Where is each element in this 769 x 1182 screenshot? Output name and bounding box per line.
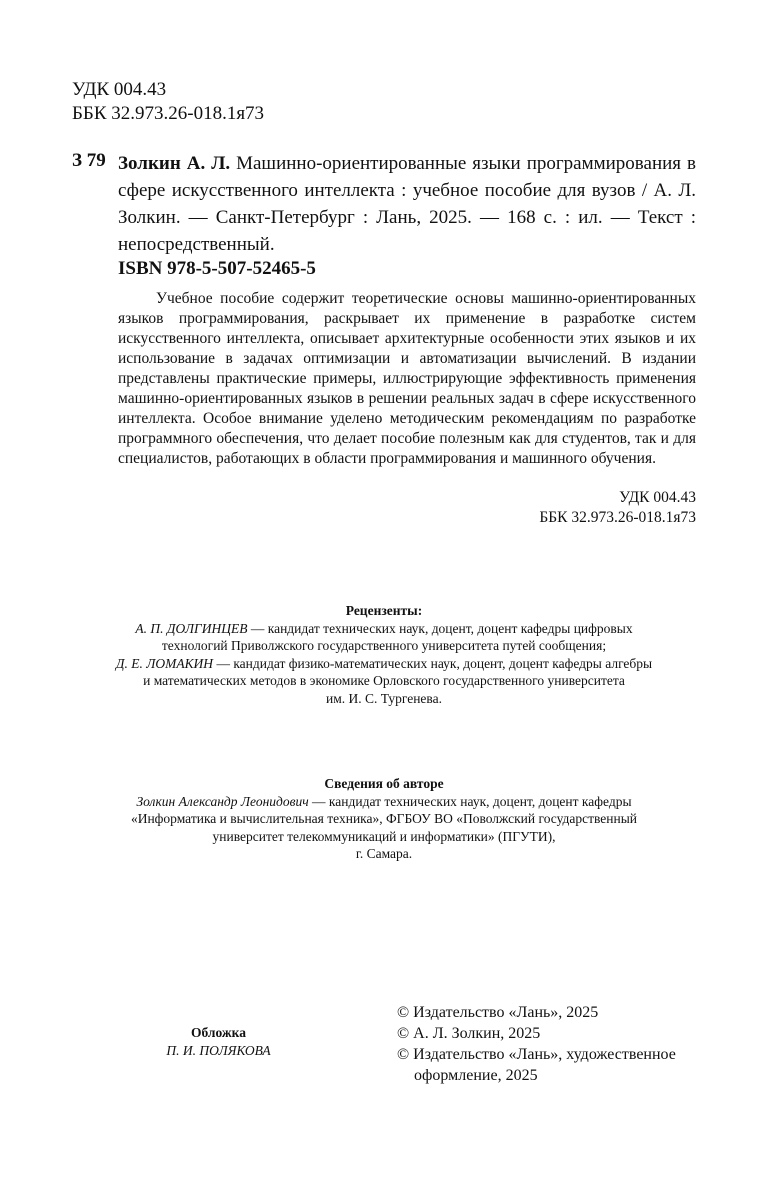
abstract: Учебное пособие содержит теоретические основы машинно-ориентированных языков программирования, раскрывает их применение в разработке систем искусственного интеллекта, описывает архитектурные особенности этих языков и их использование в задачах оптимизации и автоматизации вычислений. В издании представлены практические примеры, иллюстрирующие эффективность применения машинно-ориентированных языков в решении реальных задач в сфере искусственного интеллекта. Особое внимание уделено методическим рекомендациям по разработке программного обеспечения, что делает пособие полезным как для студентов, так и для специалистов, работающих в области программирования и машинного обучения. bbox=[118, 290, 696, 467]
bibliographic-record bbox=[118, 150, 696, 258]
reviewer-1-desc: — кандидат технических наук, доцент, доцент кафедры цифровых bbox=[247, 620, 633, 636]
reviewer-2-desc-3: им. И. С. Тургенева. bbox=[326, 690, 442, 706]
about-author-name: Золкин Александр Леонидович bbox=[136, 793, 309, 809]
reviewers-heading: Рецензенты: bbox=[345, 603, 423, 618]
copyright-line-1: © Издательство «Лань», 2025 bbox=[397, 1004, 599, 1021]
reviewer-2-desc: — кандидат физико-математических наук, доцент, доцент кафедры алгебры bbox=[213, 655, 653, 671]
copyright-line-3-cont: оформление, 2025 bbox=[414, 1067, 538, 1084]
author-code: З 79 bbox=[72, 150, 106, 171]
reviewer-2 bbox=[70, 655, 698, 673]
about-author-line-4: г. Самара. bbox=[355, 846, 413, 861]
copyright-block bbox=[397, 1002, 676, 1086]
author-name: Золкин А. Л. bbox=[118, 153, 231, 174]
reviewer-1 bbox=[70, 620, 698, 638]
classification-top bbox=[72, 78, 264, 126]
bbk-code-bottom: ББК 32.973.26-018.1я73 bbox=[539, 509, 696, 526]
cover-credit bbox=[150, 1024, 287, 1059]
udk-code: УДК 004.43 bbox=[72, 79, 167, 100]
about-author-line-2: «Информатика и вычислительная техника», ФГБОУ ВО «Поволжский государственный bbox=[130, 811, 638, 826]
about-author-line-1 bbox=[70, 793, 698, 811]
classification-bottom bbox=[539, 488, 696, 528]
cover-heading: Обложка bbox=[190, 1025, 246, 1040]
bibliographic-description: Машинно-ориентированные языки программирования в сфере искусственного интеллекта : учебное пособие для вузов / А. Л. Золкин. — Санкт-Петербург : Лань, 2025. — 168 с. : ил. — Текст : непосредственный. bbox=[118, 153, 696, 255]
reviewer-2-name: Д. Е. ЛОМАКИН bbox=[115, 655, 214, 671]
about-author-heading: Сведения об авторе bbox=[324, 776, 444, 791]
isbn: ISBN 978-5-507-52465-5 bbox=[118, 258, 316, 279]
reviewers-section bbox=[70, 602, 698, 707]
about-author-section bbox=[70, 775, 698, 863]
udk-code-bottom: УДК 004.43 bbox=[619, 489, 696, 506]
bbk-code: ББК 32.973.26-018.1я73 bbox=[72, 103, 265, 124]
about-author-line-3: университет телекоммуникаций и информатики» (ПГУТИ), bbox=[212, 828, 556, 844]
cover-designer: П. И. ПОЛЯКОВА bbox=[166, 1042, 271, 1058]
reviewer-1-name: А. П. ДОЛГИНЦЕВ bbox=[135, 620, 248, 636]
reviewer-1-desc-2: технологий Приволжского государственного университета путей сообщения; bbox=[161, 638, 607, 653]
copyright-line-3: © Издательство «Лань», художественное bbox=[397, 1046, 676, 1063]
reviewer-2-desc-2: и математических методов в экономике Орловского государственного университета bbox=[143, 673, 625, 688]
copyright-line-2: © А. Л. Золкин, 2025 bbox=[397, 1025, 541, 1042]
about-author-desc: — кандидат технических наук, доцент, доцент кафедры bbox=[308, 793, 632, 809]
